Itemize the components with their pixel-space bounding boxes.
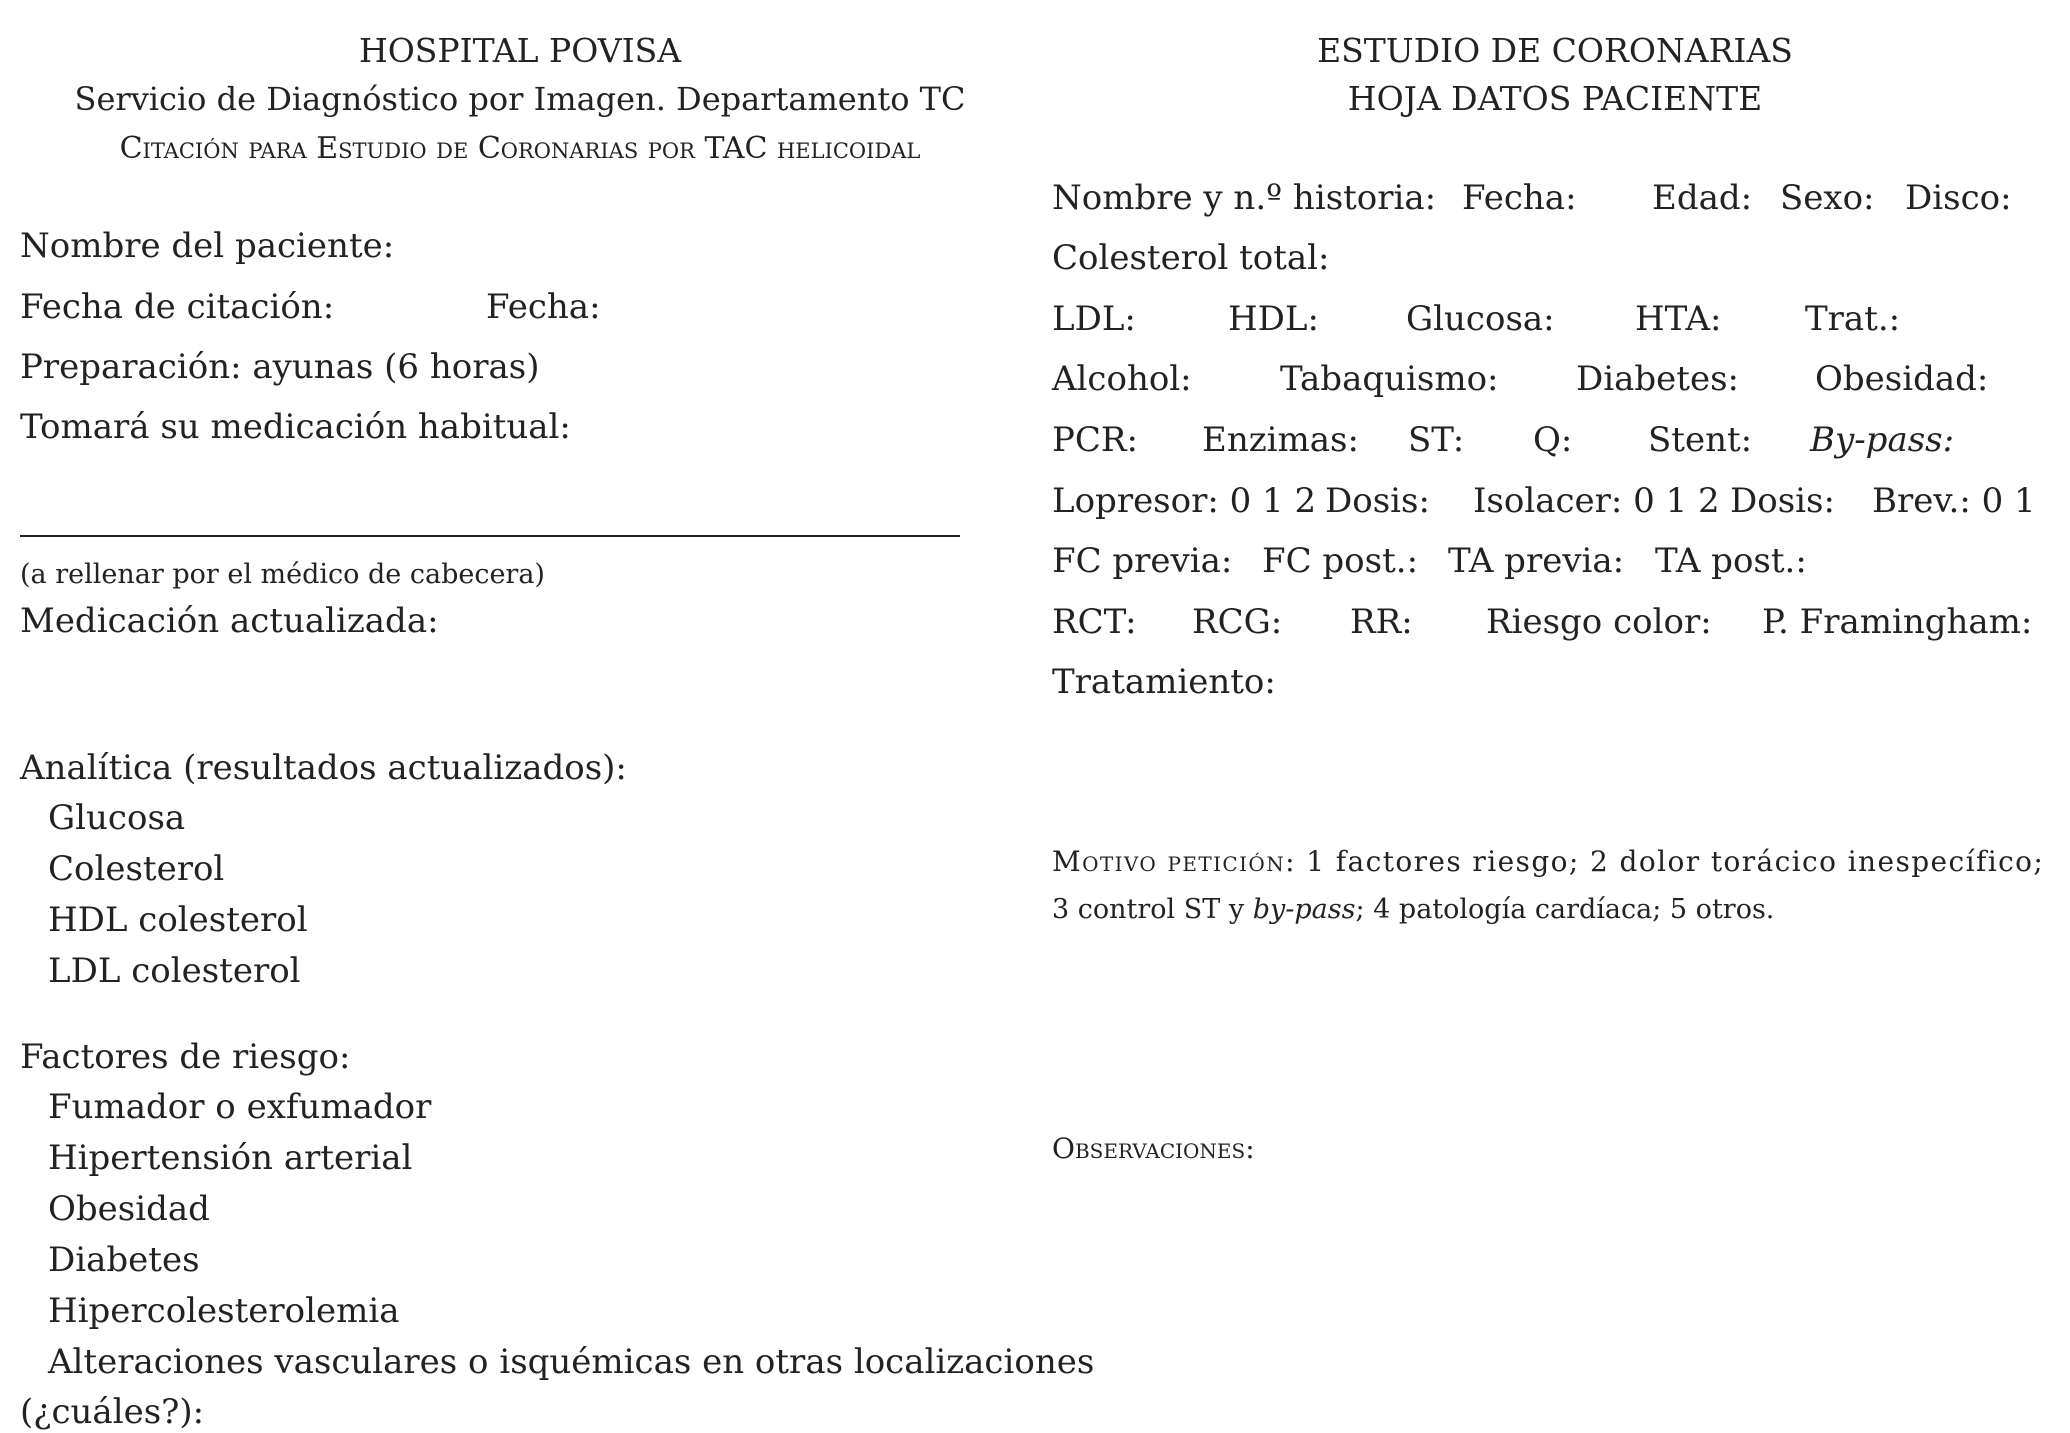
st-field: ST: [1408,420,1465,460]
patient-name-label: Nombre del paciente: [20,226,395,266]
total-cholesterol-field: Colesterol total: [1052,238,1330,278]
date-label: Fecha: [486,287,601,327]
divider-line [20,535,960,537]
rr-field: RR: [1350,602,1413,642]
enzymes-field: Enzimas: [1202,420,1359,460]
treatment-field: Tratamiento: [1052,662,1276,702]
request-reason-label: Motivo petición: [1052,845,1296,878]
analytics-heading: Analítica (resultados actualizados): [20,748,627,788]
hospital-title: HOSPITAL POVISA [358,31,682,70]
analytics-item: Glucosa [48,798,186,838]
diabetes-field: Diabetes: [1576,359,1739,399]
smoking-field: Tabaquismo: [1280,359,1499,399]
fc-previous-field: FC previa: [1052,541,1233,581]
ta-post-field: TA post.: [1655,541,1807,581]
study-title: ESTUDIO DE CORONARIAS [1317,31,1793,70]
date-field: Fecha: [1462,178,1577,218]
hdl-field: HDL: [1228,299,1319,339]
risk-factor-item: Fumador o exfumador [48,1087,432,1127]
obesity-field: Obesidad: [1815,359,1989,399]
analytics-item: HDL colesterol [48,900,308,940]
lopresor-field: Lopresor: 0 1 2 [1052,481,1317,521]
glucose-field: Glucosa: [1406,299,1555,339]
rcg-field: RCG: [1192,602,1283,642]
updated-medication-label: Medicación actualizada: [20,601,439,641]
observations-label: Observaciones: [1052,1132,1255,1165]
dose-field-1: Dosis: [1325,481,1430,521]
service-subtitle: Servicio de Diagnóstico por Imagen. Departamento TC [74,80,966,118]
risk-factor-item: Obesidad [48,1189,210,1229]
request-reason-bypass: by-pass [1252,894,1356,925]
request-reason-part: ; 4 patología cardíaca; 5 otros. [1355,894,1775,925]
q-field: Q: [1533,420,1573,460]
request-reason-part: 3 control ST y [1052,894,1245,925]
hta-field: HTA: [1635,299,1722,339]
request-reason-options: 1 factores riesgo; 2 dolor torácico inespecífico; [1306,845,2045,878]
sheet-subtitle: HOJA DATOS PACIENTE [1347,79,1763,118]
gp-note: (a rellenar por el médico de cabecera) [20,559,545,590]
stent-field: Stent: [1648,420,1753,460]
request-reason-continuation [1052,890,1774,930]
risk-factor-continuation: (¿cuáles?): [20,1392,205,1432]
dose-field-2: Dosis: [1730,481,1835,521]
risk-color-field: Riesgo color: [1486,602,1712,642]
sex-field: Sexo: [1780,178,1875,218]
risk-factor-item: Diabetes [48,1240,200,1280]
treatment-short-field: Trat.: [1805,299,1901,339]
bypass-field: By-pass: [1810,420,1955,460]
citation-date-label: Fecha de citación: [20,287,335,327]
rct-field: RCT: [1052,602,1137,642]
disc-field: Disco: [1905,178,2012,218]
risk-factor-item: Hipercolesterolemia [48,1291,400,1331]
ldl-field: LDL: [1052,299,1136,339]
pcr-field: PCR: [1052,420,1138,460]
risk-factor-item: Alteraciones vasculares o isquémicas en otras localizaciones [48,1342,1095,1382]
risk-factors-heading: Factores de riesgo: [20,1037,351,1077]
risk-factor-item: Hipertensión arterial [48,1138,413,1178]
framingham-field: P. Framingham: [1762,602,2033,642]
history-field: Nombre y n.º historia: [1052,178,1437,218]
analytics-item: LDL colesterol [48,951,301,991]
citation-heading: Citación para Estudio de Coronarias por TAC helicoidal [119,131,921,166]
alcohol-field: Alcohol: [1052,359,1192,399]
ta-previous-field: TA previa: [1448,541,1625,581]
isolacer-field: Isolacer: 0 1 2 [1473,481,1720,521]
analytics-item: Colesterol [48,849,225,889]
medication-label: Tomará su medicación habitual: [20,407,571,447]
age-field: Edad: [1652,178,1753,218]
fc-post-field: FC post.: [1262,541,1419,581]
brev-field: Brev.: 0 1 [1872,481,2036,521]
request-reason [1052,842,2044,882]
preparation-label: Preparación: ayunas (6 horas) [20,347,540,387]
